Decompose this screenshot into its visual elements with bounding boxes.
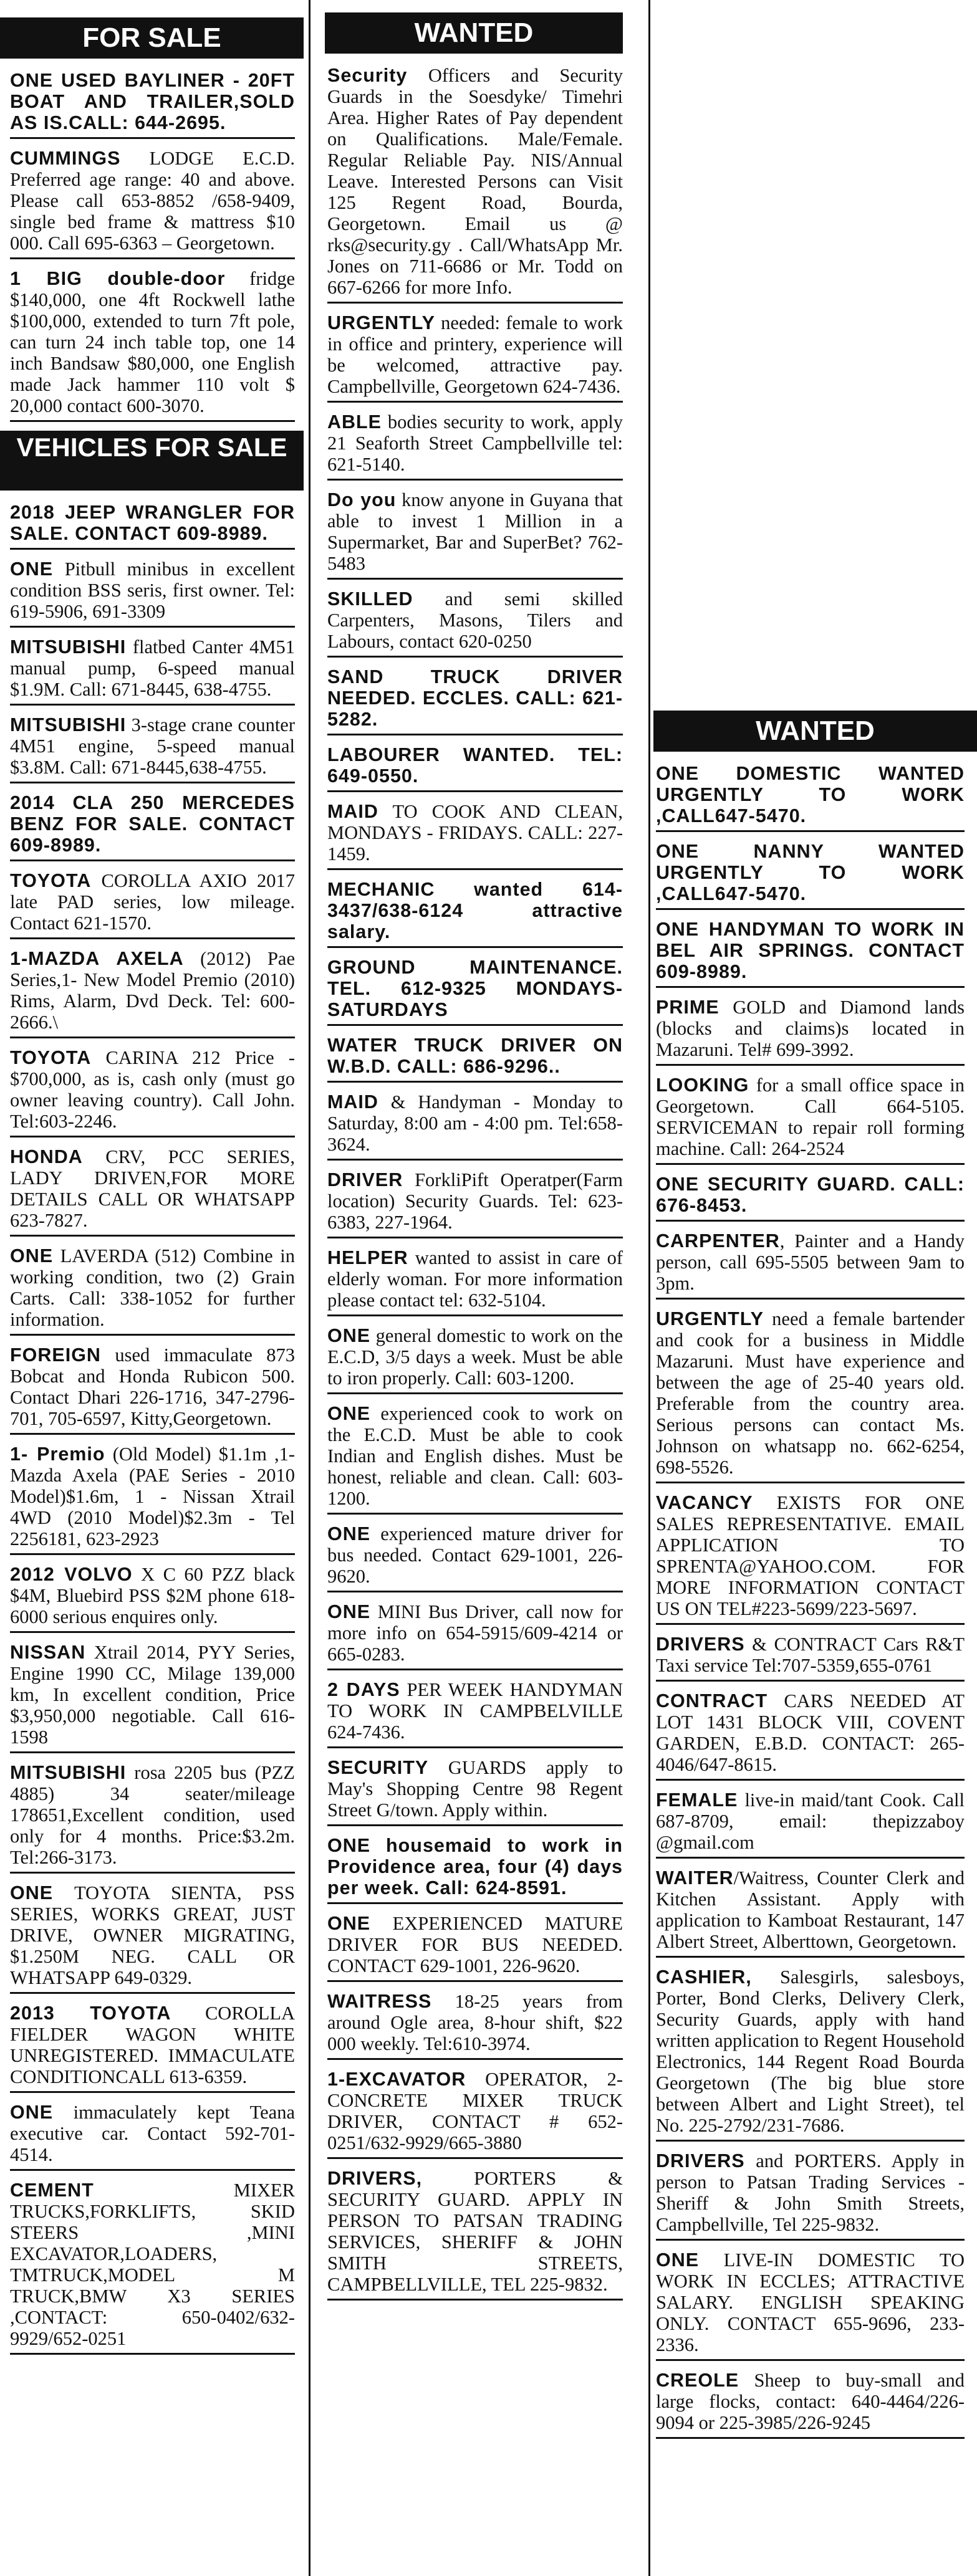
classified-ad <box>327 879 623 948</box>
classified-ad <box>327 2069 623 2159</box>
ad-body-text: /Waitress, Counter Clerk and Kitchen Assistant. Apply with application to Kamboat Restaurant, 147 Albert Street, Alberttown, Georgetown. <box>656 1867 965 1952</box>
column-divider <box>648 0 650 2576</box>
ad-lead-text: 2012 VOLVO <box>10 1564 133 1585</box>
ad-body-text: experienced cook to work on the E.C.D. Must be able to cook Indian and English dishes. Must be honest, reliable and clean. Call: 603-1200. <box>327 1403 623 1509</box>
classified-ad <box>327 1403 623 1515</box>
ad-lead-text: DRIVERS, <box>327 2168 423 2189</box>
ad-body-text: & CONTRACT Cars R&T Taxi service Tel:707-5359,655-0761 <box>656 1634 965 1676</box>
classified-ad <box>327 957 623 1026</box>
classified-ad <box>656 2249 965 2361</box>
ad-lead-text: MECHANIC <box>327 879 435 900</box>
column-2 <box>319 0 629 2576</box>
ad-body-text: ONE HANDYMAN TO WORK IN BEL AIR SPRINGS. CONTACT 609-8989. <box>656 919 965 982</box>
ad-lead-text: CONTRACT <box>656 1690 768 1712</box>
classified-ad <box>10 1882 295 1994</box>
ad-lead-text: 1 BIG double-door <box>10 268 226 289</box>
ad-body-text: GUARDS apply to May's Shopping Centre 98 Regent Street G/town. Apply within. <box>327 1757 623 1821</box>
ad-body-text: ONE housemaid to work in Providence area, four (4) days per week. Call: 624-8591. <box>327 1835 623 1898</box>
ad-body-text: LAVERDA (512) Combine in working condition, two (2) Grain Carts. Call: 338-1052 for further information. <box>10 1245 295 1330</box>
ad-body-text: ONE USED BAYLINER - 20FT BOAT AND TRAILER,SOLD AS IS.CALL: 644-2695. <box>10 70 295 133</box>
ad-lead-text: 1-EXCAVATOR <box>327 2069 466 2090</box>
ad-lead-text: SKILLED <box>327 588 413 610</box>
ad-lead-text: MITSUBISHI <box>10 636 127 658</box>
ad-lead-text: MITSUBISHI <box>10 1762 127 1783</box>
classified-ad <box>327 666 623 735</box>
classified-ad <box>327 801 623 870</box>
classified-ad <box>10 268 295 422</box>
classified-ad <box>656 1492 965 1625</box>
ad-lead-text: Security <box>327 65 408 86</box>
classified-ad <box>10 1762 295 1874</box>
classified-ad <box>10 948 295 1038</box>
ad-body-text: EXPERIENCED MATURE DRIVER FOR BUS NEEDED. CONTACT 629-1001, 226-9620. <box>327 1913 623 1976</box>
ad-body-text: 18-25 years from around Ogle area, 8-hour shift, $22 000 weekly. Tel:610-3974. <box>327 1991 623 2054</box>
ad-body-text: general domestic to work on the E.C.D, 3/5 days a week. Must be able to iron properly. Call: 603-1200. <box>327 1325 623 1389</box>
ad-lead-text: ONE <box>327 1403 371 1424</box>
ad-body-text: Sheep to buy-small and large flocks, contact: 640-4464/226-9094 or 225-3985/226-9245 <box>656 2370 965 2433</box>
ad-body-text: GOLD and Diamond lands (blocks and claims)s located in Mazaruni. Tel# 699-3992. <box>656 997 965 1060</box>
classified-ad <box>10 870 295 939</box>
classified-ad <box>10 2102 295 2171</box>
ad-body-text: 3-stage crane counter 4M51 engine, 5-speed manual $3.8M. Call: 671-8445,638-4755. <box>10 714 295 778</box>
ad-body-text: for a small office space in Georgetown. Call 664-5105. SERVICEMAN to repair roll forming machine. Call: 264-2524 <box>656 1075 965 1159</box>
ad-body-text: ONE NANNY WANTED URGENTLY TO WORK ,CALL647-5470. <box>656 841 965 904</box>
classified-ad <box>656 1789 965 1859</box>
classified-ad <box>10 1444 295 1555</box>
ad-body-text: live-in maid/tant Cook. Call 687-8709, email: thepizzaboy @gmail.com <box>656 1789 965 1853</box>
classified-ad <box>656 1075 965 1165</box>
ad-body-text: and semi skilled Carpenters, Masons, Tilers and Labours, contact 620-0250 <box>327 588 623 652</box>
ad-lead-text: HELPER <box>327 1247 408 1268</box>
ad-body-text: Salesgirls, salesboys, Porter, Bond Clerks, Delivery Clerk, Security Guards, apply with hand written application to Regent Household Electronics, 144 Regent Road Bourda Georgetown (The big blue store between Albert and Light Street), tel No. 225-2792/231-7686. <box>656 1966 965 2136</box>
ad-body-text: CARINA 212 Price - $700,000, as is, cash only (must go owner leaving country). Call John. Tel:603-2246. <box>10 1047 295 1132</box>
classified-ad <box>656 1230 965 1300</box>
ad-lead-text: ONE <box>327 1601 371 1622</box>
ad-body-text: ONE SECURITY GUARD. CALL: 676-8453. <box>656 1174 965 1216</box>
section-heading-wanted-2: WANTED <box>653 711 977 752</box>
ad-lead-text: DRIVERS <box>656 2150 745 2171</box>
ad-body-text: Pitbull minibus in excellent condition BSS seris, first owner. Tel: 619-5906, 691-3309 <box>10 558 295 622</box>
classified-ad <box>10 792 295 861</box>
wanted-ads <box>325 65 623 2301</box>
section-heading-for-sale: FOR SALE <box>0 17 304 59</box>
ad-body-text: LABOURER WANTED. TEL: 649-0550. <box>327 744 623 787</box>
ad-body-text: WATER TRUCK DRIVER ON W.B.D. CALL: 686-9296.. <box>327 1035 623 1077</box>
classified-ad <box>10 2003 295 2093</box>
ad-lead-text: PRIME <box>656 997 720 1018</box>
ad-body-text: CARS NEEDED AT LOT 1431 BLOCK VIII, COVENT GARDEN, E.B.D. CONTACT: 265-4046/647-8615. <box>656 1690 965 1775</box>
classified-ad <box>10 1047 295 1137</box>
classified-ad <box>656 997 965 1066</box>
ad-body-text: ForkliPift Operatper(Farm location) Security Guards. Tel: 623-6383, 227-1964. <box>327 1169 623 1233</box>
ad-body-text: LIVE-IN DOMESTIC TO WORK IN ECCLES; ATTRACTIVE SALARY. ENGLISH SPEAKING ONLY. CONTACT 655-9696, 233-2336. <box>656 2249 965 2355</box>
classified-ad <box>10 1245 295 1336</box>
ad-body-text: 2014 CLA 250 MERCEDES BENZ FOR SALE. CONTACT 609-8989. <box>10 792 295 856</box>
classified-ad <box>656 1634 965 1682</box>
ad-lead-text: Do you <box>327 489 397 510</box>
ad-body-text: MINI Bus Driver, call now for more info on 654-5915/609-4214 or 665-0283. <box>327 1601 623 1665</box>
ad-lead-text: DRIVERS <box>656 1634 745 1655</box>
ad-body-text: experienced mature driver for bus needed. Contact 629-1001, 226-9620. <box>327 1523 623 1587</box>
ad-lead-text: 2013 TOYOTA <box>10 2003 171 2024</box>
ad-lead-text: CREOLE <box>656 2370 739 2391</box>
ad-lead-text: LOOKING <box>656 1075 749 1096</box>
classified-ad <box>656 1174 965 1222</box>
classified-ad <box>10 558 295 628</box>
classified-ad <box>10 1642 295 1753</box>
ad-body-text: 2018 JEEP WRANGLER FOR SALE. CONTACT 609-8989. <box>10 502 295 544</box>
classified-ad <box>327 1169 623 1238</box>
ad-body-text: EXISTS FOR ONE SALES REPRESENTATIVE. EMAIL APPLICATION TO SPRENTA@YAHOO.COM. FOR MORE INFORMATION CONTACT US ON TEL#223-5699/223-5697. <box>656 1492 965 1619</box>
classified-ad <box>10 714 295 783</box>
ad-lead-text: ONE <box>327 1325 371 1346</box>
classified-ad <box>327 1991 623 2060</box>
ad-body-text: & Handyman - Monday to Saturday, 8:00 am - 4:00 pm. Tel:658-3624. <box>327 1091 623 1155</box>
ad-body-text: PER WEEK HANDYMAN TO WORK IN CAMPBELVILLE 624-7436. <box>327 1679 623 1743</box>
classified-ad <box>327 1679 623 1748</box>
classified-ad <box>327 1835 623 1904</box>
classified-ad <box>327 489 623 580</box>
classified-ad <box>327 2168 623 2301</box>
ad-lead-text: ONE <box>656 2249 700 2271</box>
ad-body-text: wanted to assist in care of elderly woman. For more information please contact tel: 632-5104. <box>327 1247 623 1311</box>
classified-ad <box>656 2150 965 2241</box>
classified-ad <box>656 919 965 988</box>
ad-body-text: used immaculate 873 Bobcat and Honda Rubicon 500. Contact Dhari 226-1716, 347-2796-701, 705-6597, Kitty,Georgetown. <box>10 1344 295 1429</box>
classified-ad <box>656 1690 965 1781</box>
vehicles-for-sale-ads <box>0 502 304 2355</box>
section-heading-vehicles-for-sale: VEHICLES FOR SALE <box>0 431 304 491</box>
classified-ad <box>327 1523 623 1592</box>
ad-lead-text: CEMENT <box>10 2180 94 2201</box>
classified-ad <box>656 763 965 832</box>
ad-lead-text: DRIVER <box>327 1169 403 1190</box>
ad-body-text: COROLLA FIELDER WAGON WHITE UNREGISTERED. IMMACULATE CONDITIONCALL 613-6359. <box>10 2003 295 2087</box>
classified-ad <box>327 744 623 792</box>
ad-lead-text: CASHIER, <box>656 1966 752 1988</box>
ad-body-text: flatbed Canter 4M51 manual pump, 6-speed manual $1.9M. Call: 671-8445, 638-4755. <box>10 636 295 700</box>
classified-ad <box>10 636 295 706</box>
ad-lead-text: WAITER <box>656 1867 734 1889</box>
ad-lead-text: ABLE <box>327 411 382 433</box>
ad-body-text: X C 60 PZZ black $4M, Bluebird PSS $2M phone 618-6000 serious enquires only. <box>10 1564 295 1627</box>
classified-ad <box>327 312 623 403</box>
ad-lead-text: NISSAN <box>10 1642 86 1663</box>
ad-body-text: CRV, PCC SERIES, LADY DRIVEN,FOR MORE DETAILS CALL OR WHATSAPP 623-7827. <box>10 1146 295 1231</box>
ad-body-text: TOYOTA SIENTA, PSS SERIES, WORKS GREAT, JUST DRIVE, OWNER MIGRATING, $1.250M NEG. CALL OR WHATSAPP 649-0329. <box>10 1882 295 1988</box>
ad-body-text: COROLLA AXIO 2017 late PAD series, low mileage. Contact 621-1570. <box>10 870 295 934</box>
ad-lead-text: ONE <box>327 1913 371 1934</box>
classified-ad <box>10 502 295 550</box>
ad-body-text: MIXER TRUCKS,FORKLIFTS, SKID STEERS ,MINI EXCAVATOR,LOADERS, TMTRUCK,MODEL M TRUCK,BMW X3 SERIES ,CONTACT: 650-0402/632-9929/652-0251 <box>10 2180 295 2349</box>
ad-body-text: Officers and Security Guards in the Soesdyke/ Timehri Area. Higher Rates of Pay dependent on Qualifications. Male/Female. Regular Reliable Pay. NIS/Annual Leave. Interested Persons can Visit 125 Regent Road, Bourda, Georgetown. Email us @ rks@security.gy . Call/WhatsApp Mr. Jones on 711-6686 or Mr. Todd on 667-6266 for more Info. <box>327 65 623 298</box>
ad-body-text: , Painter and a Handy person, call 695-5505 between 9am to 3pm. <box>656 1230 965 1294</box>
classified-ad <box>656 1308 965 1483</box>
section-heading-wanted: WANTED <box>325 12 623 54</box>
classified-ad <box>656 1867 965 1958</box>
classified-ad <box>10 1564 295 1633</box>
column-3 <box>653 0 977 2576</box>
column-1 <box>0 0 310 2576</box>
ad-body-text: fridge $140,000, one 4ft Rockwell lathe $100,000, extended to turn 7ft pole, can turn 24 inch table top, one 14 inch Bandsaw $80,000, one English made Jack hammer 110 volt $ 20,000 contact 600-3070. <box>10 268 296 416</box>
classified-ad <box>327 1035 623 1083</box>
ad-body-text: and PORTERS. Apply in person to Patsan Trading Services - Sheriff & John Smith Streets, Campbellville, Tel 225-9832. <box>656 2150 965 2235</box>
ad-body-text: bodies security to work, apply 21 Seaforth Street Campbellville tel: 621-5140. <box>327 411 623 475</box>
ad-body-text: PORTERS & SECURITY GUARD. APPLY IN PERSON TO PATSAN TRADING SERVICES, SHERIFF & JOHN SMITH STREETS, CAMPBELLVILLE, TEL 225-9832. <box>327 2168 623 2295</box>
ad-lead-text: FOREIGN <box>10 1344 101 1366</box>
ad-lead-text: CUMMINGS <box>10 148 121 169</box>
ad-lead-text: ONE <box>10 2102 54 2123</box>
wanted-ads-2 <box>653 763 977 2439</box>
ad-body-text: (2012) Pae Series,1- New Model Premio (2010) Rims, Alarm, Dvd Deck. Tel: 600-2666.\ <box>10 948 295 1033</box>
ad-body-text: OPERATOR, 2- CONCRETE MIXER TRUCK DRIVER, CONTACT # 652-0251/632-9929/665-3880 <box>327 2069 623 2153</box>
ad-body-text: ONE DOMESTIC WANTED URGENTLY TO WORK ,CALL647-5470. <box>656 763 965 826</box>
ad-lead-text: CARPENTER <box>656 1230 780 1252</box>
ad-lead-text: WAITRESS <box>327 1991 432 2012</box>
ad-body-text: Xtrail 2014, PYY Series, Engine 1990 CC, Milage 139,000 km, In excellent condition, Price $3,950,000 negotiable. Call 616-1598 <box>10 1642 295 1748</box>
classified-ad <box>327 1601 623 1670</box>
ad-lead-text: TOYOTA <box>10 870 92 891</box>
ad-body-text: LODGE E.C.D. Preferred age range: 40 and above. Please call 653-8852 /658-9409, single bed frame & mattress $10 000. Call 695-6363 – Georgetown. <box>10 148 295 254</box>
classified-ad <box>10 1344 295 1435</box>
ad-body-text: TO COOK AND CLEAN, MONDAYS - FRIDAYS. CALL: 227-1459. <box>327 801 623 864</box>
ad-body-text: GROUND MAINTENANCE. TEL. 612-9325 MONDAYS-SATURDAYS <box>327 957 623 1020</box>
classified-ad <box>10 70 295 139</box>
ad-lead-text: ONE <box>327 1523 371 1544</box>
classified-ad <box>327 1325 623 1394</box>
ad-lead-text: URGENTLY <box>327 312 435 333</box>
ad-lead-text: ONE <box>10 1882 54 1903</box>
ad-lead-text: FEMALE <box>656 1789 738 1811</box>
classified-ad <box>327 1757 623 1826</box>
ad-lead-text: ONE <box>10 1245 54 1266</box>
ad-body-text: need a female bartender and cook for a business in Middle Mazaruni. Must have experience and between the age of 25-40 years old. Preferable from the country area. Serious persons can contact Ms. Johnson on whatsapp no. 662-6254, 698-5526. <box>656 1308 965 1478</box>
ad-lead-text: MITSUBISHI <box>10 714 127 735</box>
ad-body-text: wanted 614-3437/638-6124 attractive salary. <box>327 879 623 942</box>
classified-ad <box>327 1247 623 1316</box>
ad-body-text: needed: female to work in office and printery, experience will be welcomed, attractive pay. Campbellville, Georgetown 624-7436. <box>327 312 623 397</box>
ad-body-text: rosa 2205 bus (PZZ 4885) 34 seater/mileage 178651,Excellent condition, used only for 4 months. Price:$3.2m. Tel:266-3173. <box>10 1762 295 1868</box>
classified-ad <box>327 1091 623 1161</box>
classified-ad <box>327 411 623 481</box>
ad-lead-text: TOYOTA <box>10 1047 92 1068</box>
classified-ad <box>327 588 623 658</box>
ad-body-text: SAND TRUCK DRIVER NEEDED. ECCLES. CALL: 621-5282. <box>327 666 623 730</box>
classified-ad <box>656 841 965 910</box>
for-sale-ads <box>0 70 304 422</box>
ad-body-text: immaculately kept Teana executive car. Contact 592-701-4514. <box>10 2102 295 2165</box>
ad-body-text: know anyone in Guyana that able to invest 1 Million in a Supermarket, Bar and SuperBet? 762-5483 <box>327 489 623 574</box>
classified-ad <box>10 1146 295 1237</box>
ad-lead-text: 1- Premio <box>10 1444 105 1465</box>
ad-lead-text: SECURITY <box>327 1757 429 1778</box>
ad-lead-text: 1-MAZDA AXELA <box>10 948 184 969</box>
classified-ad <box>10 2180 295 2355</box>
ad-lead-text: URGENTLY <box>656 1308 764 1329</box>
ad-lead-text: ONE <box>10 558 54 580</box>
ad-body-text: (Old Model) $1.1m ,1- Mazda Axela (PAE Series - 2010 Model)$1.6m, 1 - Nissan Xtrail 4WD (2010 Model)$2.3m - Tel 2256181, 623-2923 <box>10 1444 295 1549</box>
ad-lead-text: HONDA <box>10 1146 83 1167</box>
classified-ad <box>327 1913 623 1982</box>
ad-lead-text: MAID <box>327 801 378 822</box>
classified-ad <box>656 2370 965 2439</box>
classified-ad <box>327 65 623 304</box>
ad-lead-text: MAID <box>327 1091 378 1113</box>
ad-lead-text: 2 DAYS <box>327 1679 400 1700</box>
classified-ad <box>10 148 295 259</box>
classified-ad <box>656 1966 965 2142</box>
ad-lead-text: VACANCY <box>656 1492 753 1513</box>
